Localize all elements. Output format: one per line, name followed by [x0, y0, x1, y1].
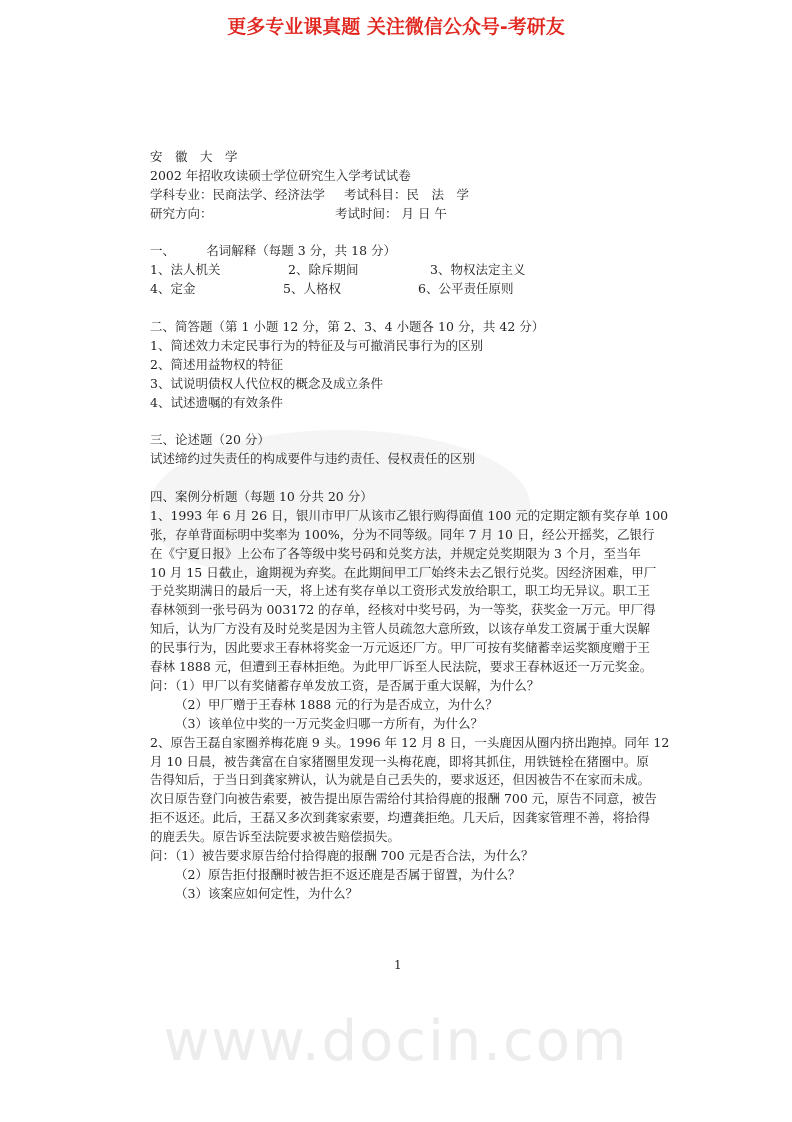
- section-3-heading: 三、论述题（20 分）: [150, 432, 270, 448]
- exam-title: 2002 年招收攻读硕士学位研究生入学考试试卷: [150, 167, 411, 183]
- term-item: 6、公平责任原则: [418, 281, 514, 297]
- case-1-question: （3）该单位中奖的一万元奖金归哪一方所有，为什么？: [175, 715, 483, 731]
- watermark: www.docin.com: [163, 1009, 629, 1074]
- page-number: 1: [394, 958, 402, 972]
- case-2-line: 拒不返还。此后，王磊又多次到龚家索要，均遭龚拒绝。几天后，因龚家管理不善，将拾得: [150, 810, 651, 826]
- direction: 研究方向：: [150, 205, 213, 221]
- section-4-heading: 四、案例分析题（每题 10 分共 20 分）: [150, 489, 373, 505]
- case-1-line: 知后，认为厂方没有及时兑奖是因为主管人员疏忽大意所致，以该存单发工资属于重大误解: [150, 621, 651, 637]
- exam-body: [150, 148, 670, 904]
- case-1-line: 的民事行为，因此要求王春林将奖金一万元返还厂方。甲厂可按有奖储蓄幸运奖额度赠于王: [150, 640, 651, 656]
- subject: 考试科目：民 法 学: [344, 186, 470, 202]
- case-2-question: （3）该案应如何定性，为什么？: [175, 885, 358, 901]
- question-item: 3、试说明债权人代位权的概念及成立条件: [150, 375, 383, 391]
- question-item: 4、试述遗嘱的有效条件: [150, 394, 283, 410]
- case-2-line: 2、原告王磊自家圈养梅花鹿 9 头。1996 年 12 月 8 日，一头鹿因从圈内挤出跑掉。同年 12: [150, 734, 670, 750]
- case-2-line: 的鹿丢失。原告诉至法院要求被告赔偿损失。: [150, 829, 401, 845]
- case-1-question: 问：（1）甲厂以有奖储蓄存单发放工资，是否属于重大误解，为什么？: [150, 677, 540, 693]
- question-item: 1、简述效力未定民事行为的特征及与可撤消民事行为的区别: [150, 337, 483, 353]
- question-item: 2、简述用益物权的特征: [150, 356, 283, 372]
- case-1-line: 张，存单背面标明中奖率为 100%，分为不同等级。同年 7 月 10 日，经公开摇奖，乙银行: [150, 526, 655, 542]
- case-1-question: （2）甲厂赠于王春林 1888 元的行为是否成立，为什么？: [175, 696, 498, 712]
- promo-banner: 更多专业课真题 关注微信公众号-考研友: [227, 16, 565, 38]
- term-item: 2、除斥期间: [288, 262, 359, 278]
- case-2-question: 问：（1）被告要求原告给付拾得鹿的报酬 700 元是否合法，为什么？: [150, 847, 534, 863]
- term-item: 3、物权法定主义: [430, 262, 526, 278]
- case-1-line: 春林领到一张号码为 003172 的存单，经核对中奖号码，为一等奖，获奖金一万元。甲厂得: [150, 602, 656, 618]
- case-2-line: 月 10 日晨，被告龚富在自家猪圈里发现一头梅花鹿，即将其抓住，用铁链栓在猪圈中。原: [150, 753, 649, 769]
- case-1-line: 10 月 15 日截止，逾期视为弃奖。在此期间甲工厂始终未去乙银行兑奖。因经济困难，甲厂: [150, 564, 657, 580]
- case-2-line: 次日原告登门向被告索要，被告提出原告需给付其拾得鹿的报酬 700 元，原告不同意，被告: [150, 791, 657, 807]
- case-1-line: 春林 1888 元，但遭到王春林拒绝。为此甲厂诉至人民法院，要求王春林返还一万元奖金。: [150, 659, 653, 675]
- essay-question: 试述缔约过失责任的构成要件与违约责任、侵权责任的区别: [150, 451, 476, 467]
- term-item: 4、定金: [150, 281, 196, 297]
- term-item: 5、人格权: [283, 281, 341, 297]
- major: 学科专业：民商法学、经济法学: [150, 186, 326, 202]
- case-1-line: 于兑奖期满日的最后一天，将上述有奖存单以工资形式发放给职工，职工均无异议。职工王: [150, 583, 651, 599]
- case-1-line: 在《宁夏日报》上公布了各等级中奖号码和兑奖方法，并规定兑奖期限为 3 个月，至当年: [150, 545, 641, 561]
- section-2-heading: 二、简答题（第 1 小题 12 分，第 2、3、4 小题各 10 分，共 42 分）: [150, 319, 545, 335]
- case-2-line: 告得知后，于当日到龚家辨认，认为就是自己丢失的，要求返还，但因被告不在家而未成。: [150, 772, 651, 788]
- term-item: 1、法人机关: [150, 262, 221, 278]
- case-1-line: 1、1993 年 6 月 26 日，银川市甲厂从该市乙银行购得面值 100 元的定期定额有奖存单 100: [150, 507, 669, 523]
- section-1-heading: 一、 名词解释（每题 3 分，共 18 分）: [150, 243, 397, 259]
- exam-time: 考试时间： 月 日 午: [335, 205, 447, 221]
- university-name: 安 徽 大 学: [150, 149, 238, 164]
- case-2-question: （2）原告拒付报酬时被告拒不返还鹿是否属于留置，为什么？: [175, 866, 521, 882]
